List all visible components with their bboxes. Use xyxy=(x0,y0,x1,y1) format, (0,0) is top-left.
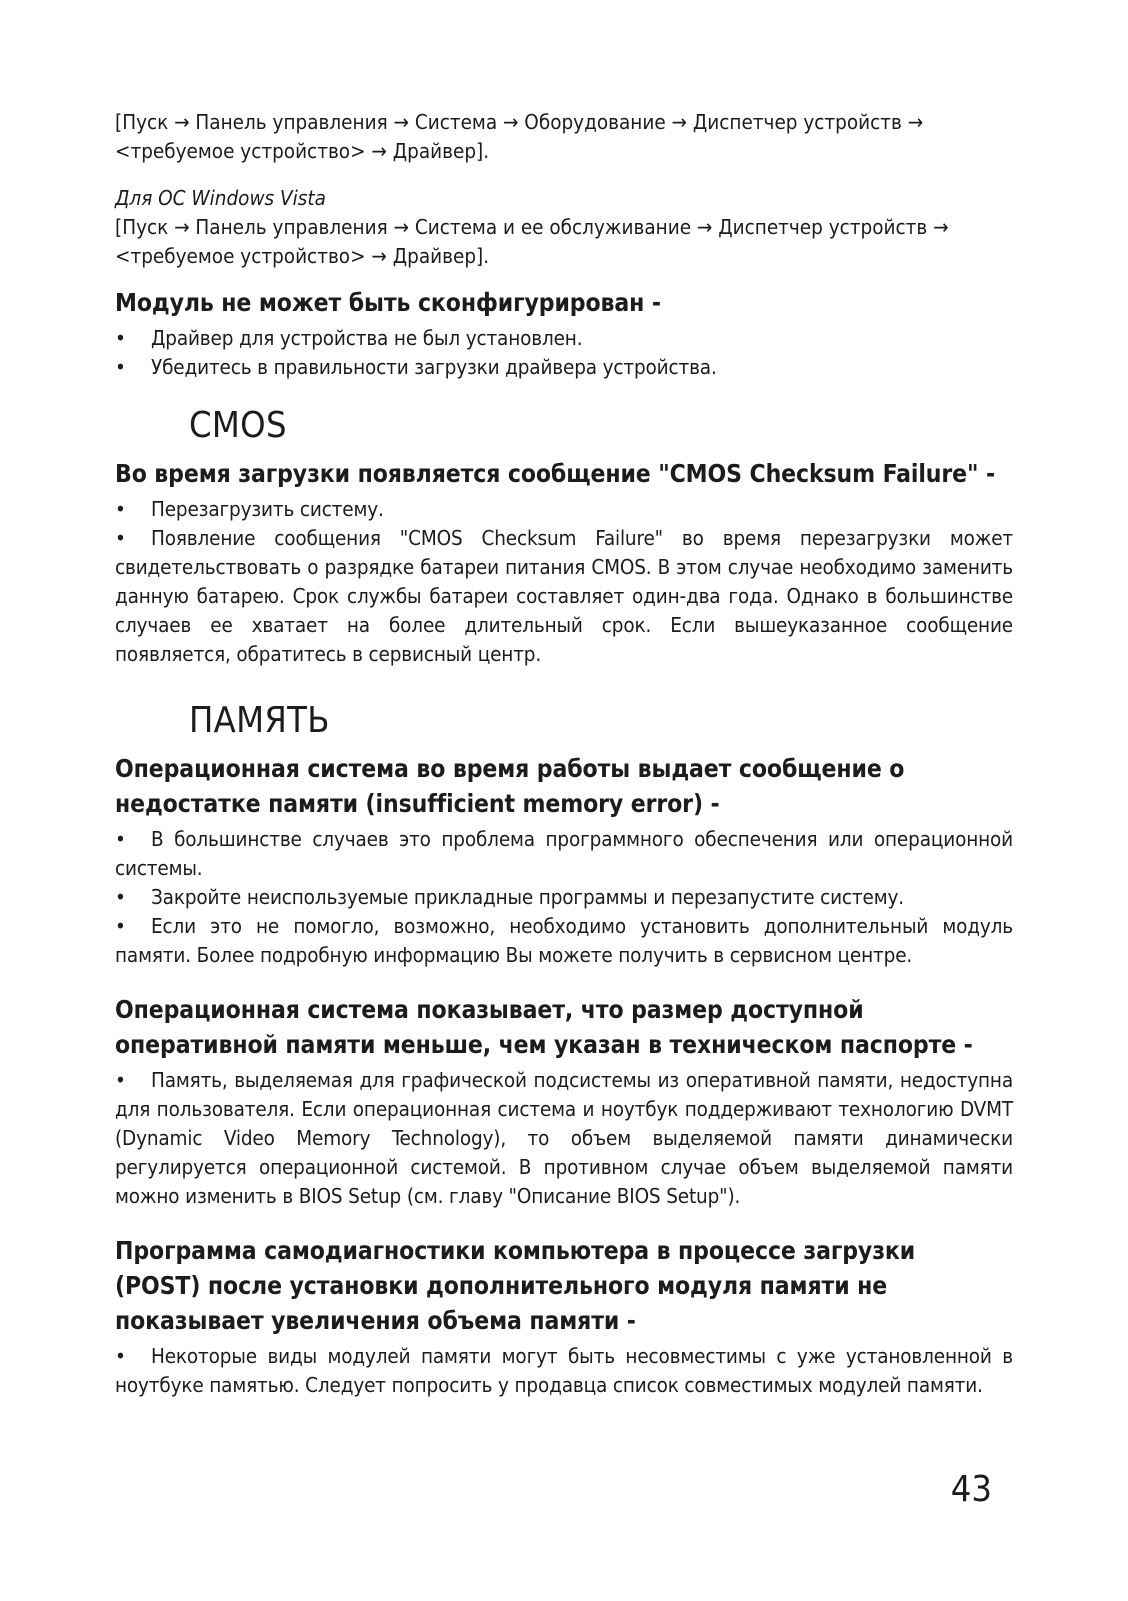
bullet-text: Некоторые виды модулей памяти могут быть несовместимы с уже установленной в ноутбуке памятью. Следует попросить у продавца список совместимых модулей памяти. xyxy=(115,1344,1013,1397)
path-xp-line1: [Пуск → Панель управления → Система → Оборудование → Диспетчер устройств → xyxy=(115,110,924,134)
bullet-icon: • xyxy=(115,526,126,550)
list-item xyxy=(115,912,1013,970)
memory-q1-heading-line1: Операционная система во время работы выдает сообщение о xyxy=(115,754,905,783)
bullet-text: Если это не помогло, возможно, необходимо установить дополнительный модуль памяти. Более подробную информацию Вы можете получить в сервисном центре. xyxy=(115,914,1013,967)
memory-q1-heading-line2: недостатке памяти (insufficient memory error) - xyxy=(115,789,720,818)
path-xp-line2: <требуемое устройство> → Драйвер]. xyxy=(115,139,490,163)
bullet-text: Появление сообщения "CMOS Checksum Failure" во время перезагрузки может свидетельствовать о разрядке батареи питания CMOS. В этом случае необходимо заменить данную батарею. Срок службы батареи составляет один-два года. Однако в большинстве случаев ее хватает на более длительный срок. Если вышеуказанное сообщение появляется, обратитесь в сервисный центр. xyxy=(115,526,1013,666)
bullet-icon: • xyxy=(115,1344,126,1368)
bullet-text: Драйвер для устройства не был установлен. xyxy=(151,326,583,350)
list-item xyxy=(115,495,1013,524)
list-item xyxy=(115,825,1013,883)
memory-q3-bullet-list xyxy=(115,1342,1013,1400)
path-vista-line1: [Пуск → Панель управления → Система и ее обслуживание → Диспетчер устройств → xyxy=(115,215,949,239)
bullet-text: Убедитесь в правильности загрузки драйвера устройства. xyxy=(151,355,717,379)
bullet-icon: • xyxy=(115,914,126,938)
cmos-bullet-list xyxy=(115,495,1013,669)
list-item xyxy=(115,1342,1013,1400)
bullet-icon: • xyxy=(115,497,126,521)
bullet-icon: • xyxy=(115,1068,126,1092)
page-number: 43 xyxy=(950,1469,992,1510)
list-item xyxy=(115,324,1013,353)
module-heading: Модуль не может быть сконфигурирован - xyxy=(115,288,661,317)
list-item xyxy=(115,883,1013,912)
page-content xyxy=(115,108,1013,1400)
section-title-memory: ПАМЯТЬ xyxy=(189,700,330,741)
memory-q2-heading-line1: Операционная система показывает, что размер доступной xyxy=(115,995,864,1024)
list-item xyxy=(115,524,1013,669)
module-bullet-list xyxy=(115,324,1013,382)
bullet-icon: • xyxy=(115,355,126,379)
bullet-icon: • xyxy=(115,885,126,909)
vista-label: Для ОС Windows Vista xyxy=(115,186,326,210)
bullet-text: Закройте неиспользуемые прикладные программы и перезапустите систему. xyxy=(151,885,904,909)
cmos-heading: Во время загрузки появляется сообщение "CMOS Checksum Failure" - xyxy=(115,459,996,488)
bullet-text: Память, выделяемая для графической подсистемы из оперативной памяти, недоступна для пользователя. Если операционная система и ноутбук поддерживают технологию DVMT (Dynamic Video Memory Technology), то объем выделяемой памяти динамически регулируется операционной системой. В противном случае объем выделяемой памяти можно изменить в BIOS Setup (см. главу "Описание BIOS Setup"). xyxy=(115,1068,1013,1208)
list-item xyxy=(115,1066,1013,1211)
memory-q3-heading-line1: Программа самодиагностики компьютера в процессе загрузки xyxy=(115,1236,916,1265)
memory-q3-heading-line2: (POST) после установки дополнительного модуля памяти не xyxy=(115,1271,888,1300)
bullet-text: В большинстве случаев это проблема программного обеспечения или операционной системы. xyxy=(115,827,1013,880)
bullet-icon: • xyxy=(115,326,126,350)
path-vista-line2: <требуемое устройство> → Драйвер]. xyxy=(115,244,490,268)
memory-q3-heading-line3: показывает увеличения объема памяти - xyxy=(115,1306,636,1335)
bullet-icon: • xyxy=(115,827,126,851)
memory-q2-bullet-list xyxy=(115,1066,1013,1211)
memory-q2-heading-line2: оперативной памяти меньше, чем указан в техническом паспорте - xyxy=(115,1030,973,1059)
section-title-cmos: CMOS xyxy=(189,405,287,446)
bullet-text: Перезагрузить систему. xyxy=(151,497,384,521)
list-item xyxy=(115,353,1013,382)
memory-q1-bullet-list xyxy=(115,825,1013,970)
